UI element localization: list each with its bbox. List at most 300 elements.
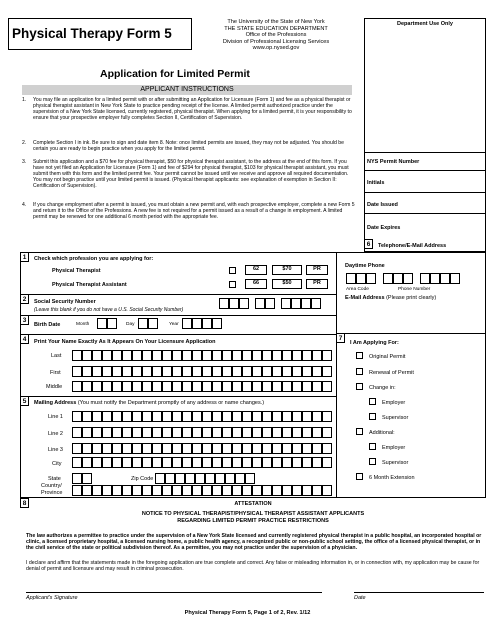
char-box[interactable]	[272, 457, 282, 468]
char-box[interactable]	[112, 443, 122, 454]
char-box[interactable]	[292, 366, 302, 377]
char-box[interactable]	[152, 457, 162, 468]
char-box[interactable]	[440, 273, 450, 284]
char-box[interactable]	[92, 366, 102, 377]
agency-line3: Office of the Professions	[245, 32, 307, 39]
char-box[interactable]	[92, 350, 102, 361]
char-box[interactable]	[72, 473, 82, 484]
char-box[interactable]	[92, 457, 102, 468]
section-1-number: 1	[20, 252, 29, 262]
char-box[interactable]	[102, 457, 112, 468]
char-box[interactable]	[292, 381, 302, 392]
char-box[interactable]	[282, 443, 292, 454]
pt-fee: $70	[272, 265, 302, 275]
char-box[interactable]	[312, 443, 322, 454]
char-box[interactable]	[192, 485, 202, 496]
char-box[interactable]	[185, 473, 195, 484]
char-box[interactable]	[262, 381, 272, 392]
char-box[interactable]	[82, 485, 92, 496]
pta-code: 66	[245, 279, 267, 289]
pta-fee: $50	[272, 279, 302, 289]
char-box[interactable]	[112, 457, 122, 468]
char-box[interactable]	[192, 443, 202, 454]
section-6-number: 6	[364, 239, 373, 249]
notice-line2: REGARDING LIMITED PERMIT PRACTICE RESTRICTIONS	[177, 518, 329, 524]
char-box[interactable]	[165, 473, 175, 484]
char-box[interactable]	[122, 457, 132, 468]
char-box[interactable]	[112, 381, 122, 392]
char-box[interactable]	[92, 443, 102, 454]
char-box[interactable]	[302, 381, 312, 392]
char-box[interactable]	[302, 366, 312, 377]
char-box[interactable]	[182, 443, 192, 454]
additional-employer-checkbox[interactable]	[369, 443, 376, 450]
change-supervisor-checkbox[interactable]	[369, 413, 376, 420]
char-box[interactable]	[356, 273, 366, 284]
char-box[interactable]	[182, 350, 192, 361]
char-box[interactable]	[122, 411, 132, 422]
char-box[interactable]	[82, 457, 92, 468]
char-box[interactable]	[142, 350, 152, 361]
date-line[interactable]	[354, 592, 484, 593]
char-box[interactable]	[212, 381, 222, 392]
char-box[interactable]	[82, 473, 92, 484]
char-box[interactable]	[142, 411, 152, 422]
char-box[interactable]	[142, 457, 152, 468]
city-label: City	[52, 461, 62, 467]
char-box[interactable]	[242, 381, 252, 392]
char-box[interactable]	[72, 411, 82, 422]
char-box[interactable]	[92, 485, 102, 496]
char-box[interactable]	[202, 366, 212, 377]
char-box[interactable]	[192, 350, 202, 361]
section-1-label: Check which profession you are applying for:	[34, 256, 154, 262]
char-box[interactable]	[152, 427, 162, 438]
char-box[interactable]	[82, 350, 92, 361]
page-footer: Physical Therapy Form 5, Page 1 of 2, Rev. 1/12	[184, 610, 311, 616]
char-box[interactable]	[92, 381, 102, 392]
char-box[interactable]	[420, 273, 430, 284]
agency-block	[196, 19, 356, 52]
char-box[interactable]	[272, 411, 282, 422]
char-box[interactable]	[252, 443, 262, 454]
char-box[interactable]	[202, 350, 212, 361]
char-box[interactable]	[182, 457, 192, 468]
char-box[interactable]	[232, 427, 242, 438]
char-box[interactable]	[152, 381, 162, 392]
char-box[interactable]	[162, 427, 172, 438]
char-box[interactable]	[222, 381, 232, 392]
char-box[interactable]	[192, 427, 202, 438]
char-box[interactable]	[122, 443, 132, 454]
char-box[interactable]	[222, 457, 232, 468]
char-box[interactable]	[102, 443, 112, 454]
char-box[interactable]	[282, 411, 292, 422]
renewal-label: Renewal of Permit	[369, 370, 414, 376]
char-box[interactable]	[232, 457, 242, 468]
char-box[interactable]	[142, 427, 152, 438]
agency-website: www.op.nysed.gov	[252, 45, 300, 52]
char-box[interactable]	[292, 485, 302, 496]
char-box[interactable]	[262, 457, 272, 468]
char-box[interactable]	[232, 485, 242, 496]
char-box[interactable]	[322, 366, 332, 377]
char-box[interactable]	[302, 443, 312, 454]
char-box[interactable]	[72, 427, 82, 438]
char-box[interactable]	[202, 381, 212, 392]
char-box[interactable]	[252, 485, 262, 496]
char-box[interactable]	[172, 350, 182, 361]
change-in-checkbox[interactable]	[356, 383, 363, 390]
char-box[interactable]	[82, 366, 92, 377]
char-box[interactable]	[182, 381, 192, 392]
char-box[interactable]	[312, 427, 322, 438]
char-box[interactable]	[72, 381, 82, 392]
char-box[interactable]	[122, 366, 132, 377]
char-box[interactable]	[172, 411, 182, 422]
char-box[interactable]	[282, 427, 292, 438]
char-box[interactable]	[112, 411, 122, 422]
char-box[interactable]	[245, 473, 255, 484]
char-box[interactable]	[102, 411, 112, 422]
extension-checkbox[interactable]	[356, 473, 363, 480]
char-box[interactable]	[312, 485, 322, 496]
declaration-paragraph: I declare and affirm that the statements made in the foregoing application are true complete and correct. Any false or misleading information in, or in connection with, my application may be cause for denial of permit and licensure and may result in criminal prosecution.	[26, 560, 480, 573]
date-issued-label: Date Issued	[367, 202, 398, 208]
char-box[interactable]	[212, 411, 222, 422]
char-box[interactable]	[175, 473, 185, 484]
additional-checkbox[interactable]	[356, 428, 363, 435]
char-box[interactable]	[232, 411, 242, 422]
char-box[interactable]	[222, 485, 232, 496]
char-box[interactable]	[112, 427, 122, 438]
char-box[interactable]	[366, 273, 376, 284]
char-box[interactable]	[272, 427, 282, 438]
char-box[interactable]	[92, 427, 102, 438]
char-box[interactable]	[102, 485, 112, 496]
char-box[interactable]	[172, 457, 182, 468]
char-box[interactable]	[262, 485, 272, 496]
line1-label: Line 1	[48, 414, 63, 420]
instruction-item: 3. Submit this application and a $70 fee for physical therapist, $50 for physical therapist assistant, to the address at the end of this form. If you have not yet filed an Application for Licensure (Form 1) and fee of $294 for physical therapist, $103 for physical therapist assistant, you must submit them with this form and the limited permit fee. Your permit cannot be issued until we receive and approve all required documentation. You may not begin practice until your limited permit is issued. (Physical therapist applicants: see explanation of exemption in Section II: Certification of Supervision).	[22, 159, 349, 190]
char-box[interactable]	[72, 443, 82, 454]
attestation-paragraph: The law authorizes a permittee to practice under the supervision of a New York State licensed and currently registered physical therapist in a public hospital, an incorporated hospital or clinic, a licensed proprietary hospital, a licensed nursing home, a public health agency, a recognized public or non-public school setting, the office of a licensed physical therapist, or in the civil service of the state or political subdivision thereof. As a permittee, you may not practice under the supervision of a physician.	[26, 533, 482, 552]
additional-employer-label: Employer	[382, 445, 406, 451]
char-box[interactable]	[232, 443, 242, 454]
char-box[interactable]	[192, 381, 202, 392]
zip-label: Zip Code	[131, 476, 154, 482]
char-box[interactable]	[172, 485, 182, 496]
char-box[interactable]	[242, 427, 252, 438]
char-box[interactable]	[242, 443, 252, 454]
instruction-item: 2. Complete Section I in ink. Be sure to sign and date item 8. Note: once limited permits are issued, they may not be adjusted. You should be certain you are ready to begin practice when you apply for the limited permit.	[22, 140, 344, 153]
notice-line1: NOTICE TO PHYSICAL THERAPIST/PHYSICAL THERAPIST ASSISTANT APPLICANTS	[141, 511, 365, 517]
char-box[interactable]	[142, 443, 152, 454]
agency-line4: Division of Professional Licensing Services	[222, 38, 330, 45]
char-box[interactable]	[282, 485, 292, 496]
char-box[interactable]	[282, 350, 292, 361]
char-box[interactable]	[192, 411, 202, 422]
char-box[interactable]	[162, 485, 172, 496]
char-box[interactable]	[232, 350, 242, 361]
char-box[interactable]	[132, 411, 142, 422]
char-box[interactable]	[292, 457, 302, 468]
change-employer-label: Employer	[382, 400, 406, 406]
char-box[interactable]	[162, 350, 172, 361]
email-field[interactable]	[345, 304, 480, 330]
form-subtitle: Application for Limited Permit	[100, 68, 250, 80]
char-box[interactable]	[393, 273, 403, 284]
char-box[interactable]	[232, 366, 242, 377]
char-box[interactable]	[272, 366, 282, 377]
char-box[interactable]	[212, 457, 222, 468]
char-box[interactable]	[272, 381, 282, 392]
char-box[interactable]	[450, 273, 460, 284]
char-box[interactable]	[182, 427, 192, 438]
char-box[interactable]	[142, 485, 152, 496]
char-box[interactable]	[212, 427, 222, 438]
char-box[interactable]	[302, 350, 312, 361]
char-box[interactable]	[252, 366, 262, 377]
char-box[interactable]	[72, 485, 82, 496]
applying-for-label: I Am Applying For:	[350, 340, 399, 346]
char-box[interactable]	[122, 381, 132, 392]
char-box[interactable]	[262, 427, 272, 438]
char-box[interactable]	[82, 427, 92, 438]
date-expires-label: Date Expires	[367, 225, 401, 231]
char-box[interactable]	[322, 381, 332, 392]
char-box[interactable]	[132, 457, 142, 468]
original-permit-checkbox[interactable]	[356, 352, 363, 359]
char-box[interactable]	[322, 411, 332, 422]
char-box[interactable]	[322, 457, 332, 468]
char-box[interactable]	[152, 366, 162, 377]
char-box[interactable]	[272, 485, 282, 496]
char-box[interactable]	[430, 273, 440, 284]
char-box[interactable]	[383, 273, 393, 284]
char-box[interactable]	[182, 366, 192, 377]
line3-label: Line 3	[48, 447, 63, 453]
char-box[interactable]	[222, 366, 232, 377]
char-box[interactable]	[312, 350, 322, 361]
char-box[interactable]	[122, 485, 132, 496]
char-box[interactable]	[182, 485, 192, 496]
pta-pr: PR	[306, 279, 328, 289]
additional-supervisor-checkbox[interactable]	[369, 458, 376, 465]
char-box[interactable]	[302, 485, 312, 496]
change-in-label: Change in:	[369, 385, 396, 391]
char-box[interactable]	[162, 457, 172, 468]
email-label: E-Mail Address (Please print clearly)	[345, 295, 437, 301]
char-box[interactable]	[132, 443, 142, 454]
char-box[interactable]	[262, 443, 272, 454]
char-box[interactable]	[132, 427, 142, 438]
char-box[interactable]	[272, 350, 282, 361]
signature-line[interactable]	[26, 592, 322, 593]
pta-checkbox[interactable]	[229, 281, 236, 288]
char-box[interactable]	[222, 427, 232, 438]
char-box[interactable]	[205, 473, 215, 484]
char-box[interactable]	[292, 443, 302, 454]
char-box[interactable]	[112, 350, 122, 361]
char-box[interactable]	[142, 366, 152, 377]
ssn-note: (Leave this blank if you do not have a U.S. Social Security Number)	[34, 307, 184, 313]
char-box[interactable]	[202, 457, 212, 468]
additional-label: Additional:	[369, 430, 395, 436]
char-box[interactable]	[222, 411, 232, 422]
additional-supervisor-label: Supervisor	[382, 460, 409, 466]
char-box[interactable]	[152, 350, 162, 361]
char-box[interactable]	[212, 485, 222, 496]
char-box[interactable]	[155, 473, 165, 484]
char-box[interactable]	[162, 366, 172, 377]
char-box[interactable]	[72, 350, 82, 361]
section-4-number: 4	[20, 334, 29, 344]
char-box[interactable]	[142, 381, 152, 392]
char-box[interactable]	[262, 411, 272, 422]
char-box[interactable]	[152, 411, 162, 422]
char-box[interactable]	[102, 427, 112, 438]
char-box[interactable]	[132, 350, 142, 361]
char-box[interactable]	[122, 427, 132, 438]
char-box[interactable]	[292, 427, 302, 438]
char-box[interactable]	[302, 457, 312, 468]
char-box[interactable]	[242, 457, 252, 468]
char-box[interactable]	[292, 350, 302, 361]
char-box[interactable]	[252, 427, 262, 438]
birth-day-label: Day	[126, 322, 135, 327]
state-label: State	[48, 476, 61, 482]
char-box[interactable]	[222, 443, 232, 454]
daytime-phone-label: Daytime Phone	[345, 263, 385, 269]
char-box[interactable]	[282, 381, 292, 392]
char-box[interactable]	[192, 366, 202, 377]
char-box[interactable]	[172, 443, 182, 454]
char-box[interactable]	[195, 473, 205, 484]
phone-number-label: Phone Number	[398, 287, 431, 292]
char-box[interactable]	[152, 485, 162, 496]
char-box[interactable]	[242, 350, 252, 361]
char-box[interactable]	[242, 485, 252, 496]
char-box[interactable]	[312, 411, 322, 422]
dept-use-header: Department Use Only	[397, 21, 453, 27]
char-box[interactable]	[262, 366, 272, 377]
char-box[interactable]	[322, 443, 332, 454]
char-box[interactable]	[162, 443, 172, 454]
char-box[interactable]	[72, 457, 82, 468]
char-box[interactable]	[82, 411, 92, 422]
char-box[interactable]	[252, 381, 262, 392]
char-box[interactable]	[252, 457, 262, 468]
char-box[interactable]	[72, 366, 82, 377]
char-box[interactable]	[202, 411, 212, 422]
char-box[interactable]	[322, 350, 332, 361]
char-box[interactable]	[302, 411, 312, 422]
char-box[interactable]	[82, 443, 92, 454]
middle-name-label: Middle	[46, 384, 63, 390]
extension-label: 6 Month Extension	[369, 475, 415, 481]
char-box[interactable]	[222, 350, 232, 361]
char-box[interactable]	[235, 473, 245, 484]
char-box[interactable]	[346, 273, 356, 284]
char-box[interactable]	[242, 411, 252, 422]
char-box[interactable]	[172, 381, 182, 392]
char-box[interactable]	[322, 485, 332, 496]
permit-number-label: NYS Permit Number	[367, 159, 420, 165]
name-label: Print Your Name Exactly As It Appears On Your Licensure Application	[34, 339, 216, 345]
char-box[interactable]	[162, 411, 172, 422]
char-box[interactable]	[215, 473, 225, 484]
area-code-label: Area Code	[346, 287, 369, 292]
char-box[interactable]	[292, 411, 302, 422]
char-box[interactable]	[312, 366, 322, 377]
char-box[interactable]	[92, 411, 102, 422]
char-box[interactable]	[122, 350, 132, 361]
char-box[interactable]	[202, 443, 212, 454]
char-box[interactable]	[202, 485, 212, 496]
instructions-header: APPLICANT INSTRUCTIONS	[22, 85, 352, 95]
char-box[interactable]	[272, 443, 282, 454]
char-box[interactable]	[282, 366, 292, 377]
char-box[interactable]	[202, 427, 212, 438]
dept-use-box	[364, 18, 486, 252]
char-box[interactable]	[132, 485, 142, 496]
char-box[interactable]	[132, 381, 142, 392]
char-box[interactable]	[112, 485, 122, 496]
char-box[interactable]	[132, 366, 142, 377]
char-box[interactable]	[172, 366, 182, 377]
char-box[interactable]	[403, 273, 413, 284]
change-supervisor-label: Supervisor	[382, 415, 409, 421]
char-box[interactable]	[162, 381, 172, 392]
char-box[interactable]	[102, 381, 112, 392]
char-box[interactable]	[152, 443, 162, 454]
char-box[interactable]	[242, 366, 252, 377]
pt-checkbox[interactable]	[229, 267, 236, 274]
char-box[interactable]	[282, 457, 292, 468]
char-box[interactable]	[82, 381, 92, 392]
char-box[interactable]	[312, 381, 322, 392]
renewal-checkbox[interactable]	[356, 368, 363, 375]
instruction-item: 4. If you change employment after a permit is issued, you must obtain a new permit and, with each prospective employer, complete a new Form 5 and return it to the Office of the Professions. A new fee is not required for a permit issued as a result of a change in employment. A limited permit may be renewed for one additional 6 month period with the appropriate fee.	[22, 202, 355, 221]
char-box[interactable]	[262, 350, 272, 361]
char-box[interactable]	[212, 350, 222, 361]
form-title: Physical Therapy Form 5	[12, 26, 172, 41]
char-box[interactable]	[192, 457, 202, 468]
birth-year-label: Year	[169, 322, 179, 327]
char-box[interactable]	[212, 443, 222, 454]
char-box[interactable]	[212, 366, 222, 377]
char-box[interactable]	[322, 427, 332, 438]
char-box[interactable]	[252, 350, 262, 361]
section-8-number: 8	[20, 498, 29, 508]
char-box[interactable]	[232, 381, 242, 392]
char-box[interactable]	[112, 366, 122, 377]
char-box[interactable]	[172, 427, 182, 438]
char-box[interactable]	[102, 350, 112, 361]
char-box[interactable]	[225, 473, 235, 484]
initials-label: Initials	[367, 180, 385, 186]
last-name-label: Last	[51, 353, 62, 359]
change-employer-checkbox[interactable]	[369, 398, 376, 405]
char-box[interactable]	[252, 411, 262, 422]
char-box[interactable]	[102, 366, 112, 377]
profession-pta-label: Physical Therapist Assistant	[52, 282, 127, 288]
char-box[interactable]	[302, 427, 312, 438]
char-box[interactable]	[182, 411, 192, 422]
signature-label: Applicant's Signature	[26, 595, 78, 601]
char-box[interactable]	[312, 457, 322, 468]
